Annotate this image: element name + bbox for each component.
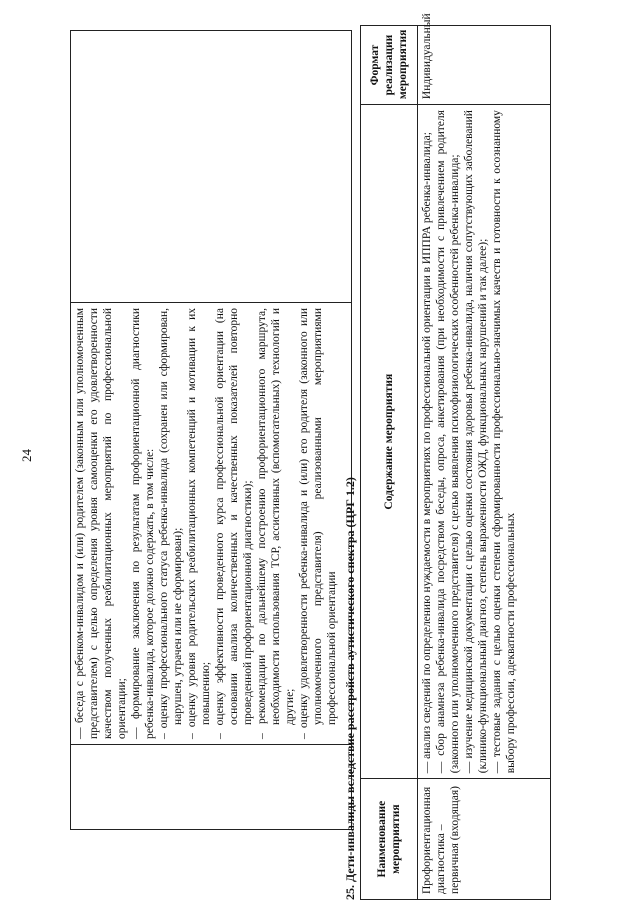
list-item: – рекомендации по дальнейшему построению профориентационного маршрута, необходимости использования ТСР, ассистивных (вспомогательных) технологий и другие; — [256, 308, 296, 739]
continuation-table — [70, 30, 352, 830]
list-item: – оценку профессионального статуса ребенка-инвалида (сохранен или сформирован, нарушен, утрачен или не сформирован); — [158, 308, 184, 739]
list-item: — тестовые задания с целью оценки степени сформированности профессионально-значимых качеств и готовности к осознанному выбору профессии, адекватности профессиональных — [491, 110, 517, 774]
header-format: Формат реализации мероприятия — [361, 26, 418, 105]
list-item: — анализ сведений по определению нуждаемости в мероприятиях по профессиональной ориентации в ИППРА ребенка-инвалида; — [421, 132, 433, 774]
header-name: Наименование мероприятия — [361, 779, 418, 900]
list-item: — изучение медицинской документации с целью оценки состояния здоровья ребенка-инвалида, наличия сопутствующих заболеваний (клинико-функциональный диагноз, степень выраженности ОЖД, функциональных нарушений и так далее); — [463, 110, 489, 774]
row-content — [418, 105, 551, 779]
row-format: Индивидуальный — [418, 26, 551, 105]
list-item: — формирование заключения по результатам профориентационной диагностики ребенка-инвалида, которое должно содержать, в том числе: — [130, 308, 156, 739]
list-item: — сбор анамнеза ребенка-инвалида посредством беседы, опроса, анкетирования (при необходимости с привлечением родителя (законного или уполномоченного представителя) с целью выявления психофизиологических особенностей ребенка-инвалида; — [435, 110, 461, 774]
section-title: 25. Дети-инвалиды вследствие расстройств аутистического спектра (ЦРГ 1.2) — [343, 477, 357, 900]
header-content: Содержание мероприятия — [361, 105, 418, 779]
empty-format-cell — [71, 31, 352, 303]
list-item: – оценку удовлетворенности ребенка-инвалида и (или) его родителя (законного или уполномоченного представителя) реализованными мероприятиями профессиональной ориентации — [298, 308, 338, 739]
list-item: – оценку эффективности проведенного курса профессиональной ориентации (на основании анализа количественных и качественных показателей повторно проведенной профориентационной диагностики); — [214, 308, 254, 739]
list-item: – оценку уровня родительских реабилитационных компетенций и мотивации к их повышению; — [186, 308, 212, 739]
list-item: — беседа с ребенком-инвалидом и (или) родителем (законным или уполномоченным представителем) с целью определения уровня самооценки его удовлетворенности качеством полученных реабилитационных мероприятий по профессиональной ориентации; — [74, 308, 128, 739]
content-cell — [71, 303, 352, 745]
activities-table — [360, 13, 551, 900]
empty-name-cell — [71, 745, 352, 830]
page-number: 24 — [19, 449, 34, 462]
row-name: Профориентационная диагностика – первичная (входящая) — [418, 779, 551, 900]
